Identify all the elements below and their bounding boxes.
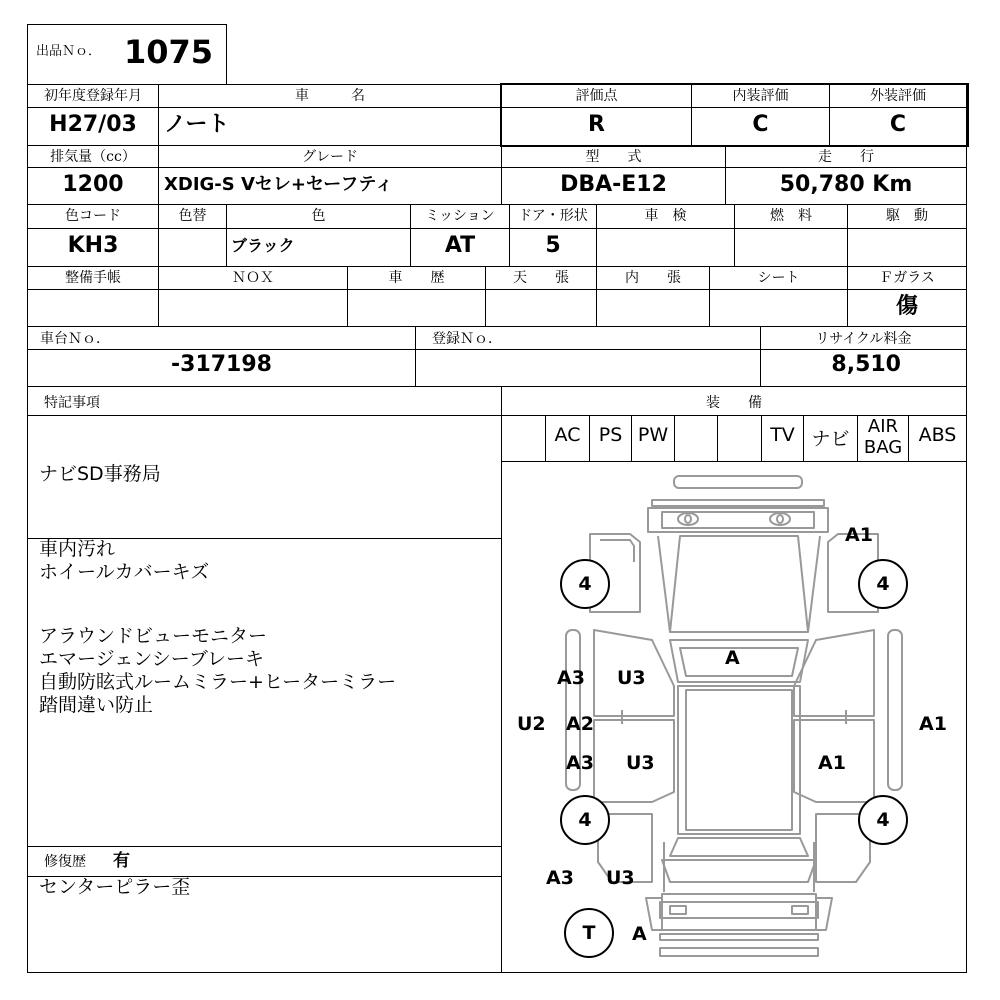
note-line: 車内汚れ (39, 538, 116, 560)
mission-label: ミッション (425, 208, 495, 224)
displacement-value: 1200 (62, 172, 124, 197)
damage-mark: A3 (566, 752, 594, 774)
damage-mark: A1 (919, 713, 947, 735)
recycle-fee-label: リサイクル料金 (815, 331, 912, 347)
equipment-item-tv: TV (770, 424, 795, 446)
notes-label: 特記事項 (44, 395, 100, 411)
damage-mark: U3 (617, 667, 646, 689)
equipment-item-airbag: AIR BAG (863, 416, 903, 458)
damage-mark: A2 (566, 713, 594, 735)
equipment-item-abs: ABS (918, 424, 957, 446)
damage-mark: A3 (546, 867, 574, 889)
note-line: アラウンドビューモニター (39, 625, 268, 647)
first-registration-value: H27/03 (49, 112, 137, 137)
mileage-label: 走 行 (818, 149, 874, 165)
exterior-grade-value: C (889, 112, 907, 137)
front-glass-label: Ｆガラス (879, 270, 935, 286)
note-line: 自動防眩式ルームミラー+ヒーターミラー (39, 671, 397, 693)
maintenance-book-label: 整備手帳 (65, 270, 121, 286)
grade-label: グレード (302, 149, 358, 165)
grade-value: XDIG-S Vセレ+セーフティ (164, 174, 393, 195)
lot-label: 出品Ｎｏ． (36, 44, 102, 59)
notes-list (39, 538, 396, 717)
damage-mark: A1 (845, 524, 873, 546)
repaint-label: 色替 (178, 208, 207, 224)
damage-mark: U2 (517, 713, 546, 735)
note-line: エマージェンシーブレーキ (39, 648, 265, 670)
door-label: ドア・形状 (518, 208, 588, 224)
headliner-label: 天 張 (513, 270, 569, 286)
nav-note: ナビSD事務局 (39, 463, 161, 485)
color-value: ブラック (231, 236, 295, 255)
inspection-label: 車 検 (644, 208, 687, 224)
repair-history-value: 有 (113, 851, 130, 871)
fuel-label: 燃 料 (770, 208, 812, 224)
equipment-item-navi: ナビ (811, 428, 850, 450)
car-name-label: 車 名 (295, 88, 365, 104)
damage-mark: A1 (818, 752, 846, 774)
lot-number-box (36, 30, 226, 80)
damage-mark: A (632, 923, 647, 945)
spare-tire: T (564, 908, 614, 958)
tire-rear-left: 4 (560, 795, 610, 845)
model-label: 型 式 (585, 149, 642, 165)
drive-label: 駆 動 (886, 208, 928, 224)
front-glass-value: 傷 (895, 294, 918, 319)
first-registration-label: 初年度登録年月 (44, 88, 142, 104)
mileage-value: 50,780 Km (779, 172, 913, 197)
score-value: R (588, 112, 605, 137)
tire-front-left: 4 (560, 559, 610, 609)
tire-front-right: 4 (858, 559, 908, 609)
score-label: 評価点 (575, 88, 618, 104)
equipment-item-ac: AC (554, 424, 581, 446)
interior-grade-label: 内装評価 (732, 88, 789, 104)
seat-label: シート (757, 270, 800, 286)
damage-mark: A (725, 647, 740, 669)
repair-history-label: 修復歴 (44, 854, 86, 870)
mission-value: AT (444, 233, 476, 258)
color-label: 色 (311, 208, 326, 224)
equipment-item-pw: PW (637, 424, 669, 446)
color-code-value: KH3 (67, 233, 119, 258)
damage-mark: U3 (626, 752, 655, 774)
equipment-item-ps: PS (598, 424, 623, 446)
tire-rear-right: 4 (858, 795, 908, 845)
note-line (39, 584, 396, 607)
interior-trim-label: 内 張 (625, 270, 681, 286)
equipment-label: 装 備 (706, 395, 762, 411)
damage-mark: A3 (557, 667, 585, 689)
note-line: 踏間違い防止 (39, 694, 154, 716)
model-value: DBA-E12 (560, 172, 667, 197)
vehicle-history-label: 車 歴 (388, 270, 445, 286)
exterior-grade-label: 外装評価 (870, 88, 926, 104)
damage-mark: U3 (606, 867, 635, 889)
recycle-fee-value: 8,510 (831, 352, 901, 377)
repair-detail: センターピラー歪 (39, 876, 191, 898)
chassis-number-value: -317198 (171, 352, 272, 377)
note-line: ホイールカバーキズ (39, 561, 210, 583)
color-code-label: 色コード (65, 208, 121, 224)
door-value: 5 (545, 233, 561, 258)
nox-label: ＮＯＸ (232, 270, 274, 286)
chassis-number-label: 車台Ｎｏ． (40, 331, 110, 347)
car-name-value: ノート (164, 112, 230, 137)
registration-number-label: 登録Ｎｏ． (432, 331, 502, 347)
displacement-label: 排気量（cc） (50, 149, 136, 165)
interior-grade-value: C (752, 112, 769, 137)
lot-number: 1075 (124, 33, 214, 71)
